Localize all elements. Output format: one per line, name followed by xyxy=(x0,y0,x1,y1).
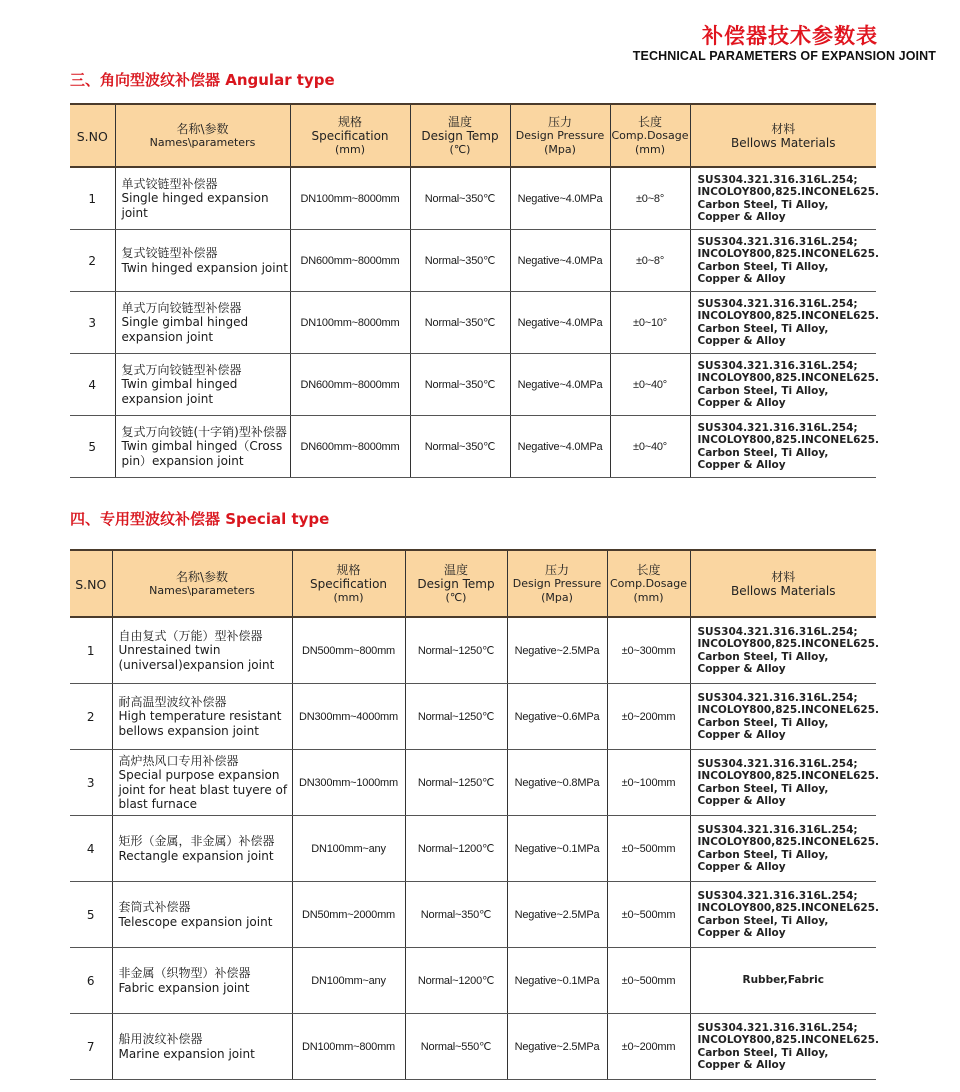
material-line: Copper & Alloy xyxy=(697,272,786,285)
row-name-cn: 自由复式（万能）型补偿器 xyxy=(118,628,263,643)
material-line: INCOLOY800,825.INCONEL625. xyxy=(697,248,879,261)
row-comp-dosage: ±0~40° xyxy=(610,354,690,416)
material-line: SUS304.321.316.316L.254; xyxy=(697,758,858,771)
header-sno-label: S.NO xyxy=(76,129,108,144)
row-specification: DN100mm~800mm xyxy=(292,1014,405,1080)
row-design-temp: Normal~1250℃ xyxy=(405,684,507,750)
angular-table-body xyxy=(70,167,879,478)
row-design-temp: Normal~350℃ xyxy=(410,167,510,230)
row-comp-dosage: ±0~500mm xyxy=(607,948,690,1014)
row-specification: DN600mm~8000mm xyxy=(290,230,410,292)
material-line: SUS304.321.316.316L.254; xyxy=(697,174,858,187)
table-row xyxy=(70,750,876,816)
row-materials xyxy=(690,882,879,948)
row-materials xyxy=(690,617,879,684)
table-row xyxy=(70,816,876,882)
special-type-table xyxy=(70,549,879,1080)
table-row xyxy=(70,167,876,230)
row-sno: 2 xyxy=(70,230,115,292)
row-name xyxy=(112,816,292,882)
header-temp-cn: 温度 xyxy=(443,562,468,577)
section-title-angular: 三、角向型波纹补偿器 Angular type xyxy=(70,71,335,89)
row-name xyxy=(115,416,290,478)
row-design-pressure: Negative~2.5MPa xyxy=(507,882,607,948)
row-design-pressure: Negative~0.6MPa xyxy=(507,684,607,750)
material-line: Copper & Alloy xyxy=(697,396,786,409)
row-name-en: Single hinged expansion joint xyxy=(121,191,269,220)
row-design-pressure: Negative~4.0MPa xyxy=(510,354,610,416)
row-design-temp: Normal~350℃ xyxy=(410,230,510,292)
row-name xyxy=(115,230,290,292)
table-row xyxy=(70,617,876,684)
row-design-temp: Normal~350℃ xyxy=(405,882,507,948)
row-name xyxy=(112,948,292,1014)
row-materials xyxy=(690,1014,879,1080)
row-design-temp: Normal~1200℃ xyxy=(405,948,507,1014)
material-line: Carbon Steel, Ti Alloy, xyxy=(697,322,829,335)
header-spec-unit: (mm) xyxy=(334,142,365,156)
header-comp-cn: 长度 xyxy=(636,562,661,577)
material-line: SUS304.321.316.316L.254; xyxy=(697,824,858,837)
row-name xyxy=(115,354,290,416)
header-press-unit: (Mpa) xyxy=(544,142,576,156)
header-mat-cn: 材料 xyxy=(771,569,796,584)
row-materials xyxy=(690,292,879,354)
row-sno: 2 xyxy=(70,684,112,750)
row-specification: DN100mm~8000mm xyxy=(290,167,410,230)
row-name-cn: 复式万向铰链型补偿器 xyxy=(121,362,242,377)
row-design-temp: Normal~350℃ xyxy=(410,416,510,478)
row-name xyxy=(112,1014,292,1080)
row-sno: 3 xyxy=(70,750,112,816)
material-line: Carbon Steel, Ti Alloy, xyxy=(697,716,829,729)
row-design-temp: Normal~350℃ xyxy=(410,354,510,416)
header-name-cn: 名称\参数 xyxy=(175,569,229,584)
header-sno xyxy=(70,550,112,617)
row-design-temp: Normal~550℃ xyxy=(405,1014,507,1080)
material-line: INCOLOY800,825.INCONEL625. xyxy=(697,310,879,323)
row-name-cn: 高炉热风口专用补偿器 xyxy=(118,753,239,768)
header-press-cn: 压力 xyxy=(547,114,572,129)
row-comp-dosage: ±0~10° xyxy=(610,292,690,354)
row-name xyxy=(115,167,290,230)
angular-type-table xyxy=(70,103,879,478)
row-comp-dosage: ±0~500mm xyxy=(607,882,690,948)
row-specification: DN600mm~8000mm xyxy=(290,354,410,416)
material-line: SUS304.321.316.316L.254; xyxy=(697,692,858,705)
row-name xyxy=(112,684,292,750)
header-temp-en: Design Temp xyxy=(417,576,495,591)
material-line: SUS304.321.316.316L.254; xyxy=(697,236,858,249)
row-name-cn: 复式万向铰链(十字销)型补偿器 xyxy=(121,424,287,439)
table-header-row xyxy=(70,550,876,617)
material-line: Copper & Alloy xyxy=(697,926,786,939)
document-title-en: TECHNICAL PARAMETERS OF EXPANSION JOINT xyxy=(632,49,936,63)
header-comp-unit: (mm) xyxy=(634,142,665,156)
row-name xyxy=(112,750,292,816)
row-specification: DN100mm~8000mm xyxy=(290,292,410,354)
row-sno: 6 xyxy=(70,948,112,1014)
row-materials xyxy=(690,816,879,882)
row-comp-dosage: ±0~100mm xyxy=(607,750,690,816)
header-sno xyxy=(70,104,115,167)
header-temp-en: Design Temp xyxy=(421,128,499,143)
row-sno: 1 xyxy=(70,167,115,230)
table-row xyxy=(70,230,876,292)
material-line: Copper & Alloy xyxy=(697,1058,786,1071)
header-spec-cn: 规格 xyxy=(337,114,362,129)
row-design-pressure: Negative~0.8MPa xyxy=(507,750,607,816)
row-materials xyxy=(690,416,879,478)
row-comp-dosage: ±0~300mm xyxy=(607,617,690,684)
row-name xyxy=(115,292,290,354)
row-comp-dosage: ±0~500mm xyxy=(607,816,690,882)
row-specification: DN100mm~any xyxy=(292,948,405,1014)
header-name-en: Names\parameters xyxy=(149,583,255,597)
header-comp-unit: (mm) xyxy=(633,590,664,604)
row-name-en: Twin gimbal hinged（Cross pin）expansion joint xyxy=(121,439,283,468)
row-design-temp: Normal~1200℃ xyxy=(405,816,507,882)
section-title-special: 四、专用型波纹补偿器 Special type xyxy=(70,510,330,528)
material-line: Carbon Steel, Ti Alloy, xyxy=(697,914,829,927)
row-materials xyxy=(690,354,879,416)
header-spec xyxy=(290,104,410,167)
row-name-en: Marine expansion joint xyxy=(118,1046,255,1061)
header-name-cn: 名称\参数 xyxy=(176,121,229,136)
material-line: INCOLOY800,825.INCONEL625. xyxy=(697,836,879,849)
material-line: SUS304.321.316.316L.254; xyxy=(697,298,858,311)
header-spec-cn: 规格 xyxy=(336,562,361,577)
row-design-pressure: Negative~2.5MPa xyxy=(507,617,607,684)
header-materials xyxy=(690,104,876,167)
row-design-pressure: Negative~4.0MPa xyxy=(510,292,610,354)
row-name-cn: 套筒式补偿器 xyxy=(118,900,191,914)
row-specification: DN100mm~any xyxy=(292,816,405,882)
row-sno: 7 xyxy=(70,1014,112,1080)
header-name xyxy=(115,104,290,167)
header-pressure xyxy=(507,550,607,617)
table-row xyxy=(70,354,876,416)
row-design-pressure: Negative~4.0MPa xyxy=(510,167,610,230)
row-comp-dosage: ±0~200mm xyxy=(607,1014,690,1080)
row-materials xyxy=(690,948,876,1014)
header-temp xyxy=(405,550,507,617)
row-comp-dosage: ±0~200mm xyxy=(607,684,690,750)
header-mat-en: Bellows Materials xyxy=(730,583,836,598)
material-line: SUS304.321.316.316L.254; xyxy=(697,890,858,903)
header-temp-cn: 温度 xyxy=(447,114,472,129)
table-row xyxy=(70,292,876,354)
header-pressure xyxy=(510,104,610,167)
row-specification: DN300mm~1000mm xyxy=(292,750,405,816)
row-name-cn: 单式万向铰链型补偿器 xyxy=(121,300,242,315)
header-spec-unit: (mm) xyxy=(333,590,364,604)
row-name-en: Rectangle expansion joint xyxy=(118,848,274,863)
material-line: Carbon Steel, Ti Alloy, xyxy=(697,848,829,861)
row-specification: DN300mm~4000mm xyxy=(292,684,405,750)
table-header-row xyxy=(70,104,876,167)
row-name-cn: 矩形（金属，非金属）补偿器 xyxy=(118,834,275,848)
row-design-temp: Normal~1250℃ xyxy=(405,750,507,816)
row-name-en: Telescope expansion joint xyxy=(118,914,273,929)
row-design-temp: Normal~350℃ xyxy=(410,292,510,354)
row-sno: 4 xyxy=(70,816,112,882)
table-row xyxy=(70,684,876,750)
material-line: INCOLOY800,825.INCONEL625. xyxy=(697,372,879,385)
header-comp xyxy=(610,104,690,167)
material-line: Carbon Steel, Ti Alloy, xyxy=(697,446,829,459)
header-comp-cn: 长度 xyxy=(637,114,662,129)
header-materials xyxy=(690,550,876,617)
row-name-cn: 船用波纹补偿器 xyxy=(118,1032,203,1046)
row-design-pressure: Negative~4.0MPa xyxy=(510,416,610,478)
header-spec-en: Specification xyxy=(311,128,389,143)
material-line: Carbon Steel, Ti Alloy, xyxy=(697,650,829,663)
material-line: Carbon Steel, Ti Alloy, xyxy=(697,782,829,795)
material-line: Carbon Steel, Ti Alloy, xyxy=(697,198,829,211)
row-design-pressure: Negative~2.5MPa xyxy=(507,1014,607,1080)
header-name xyxy=(112,550,292,617)
row-materials xyxy=(690,167,879,230)
header-mat-cn: 材料 xyxy=(771,121,796,136)
header-temp-unit: (℃) xyxy=(449,142,471,156)
table-row xyxy=(70,948,876,1014)
material-line: Copper & Alloy xyxy=(697,458,786,471)
document-title-cn: 补偿器技术参数表 xyxy=(702,24,878,48)
table-row xyxy=(70,416,876,478)
row-comp-dosage: ±0~8° xyxy=(610,167,690,230)
material-line: INCOLOY800,825.INCONEL625. xyxy=(697,902,879,915)
row-comp-dosage: ±0~8° xyxy=(610,230,690,292)
row-name-en: Single gimbal hinged expansion joint xyxy=(121,315,249,344)
row-sno: 5 xyxy=(70,882,112,948)
material-line: INCOLOY800,825.INCONEL625. xyxy=(697,704,879,717)
row-specification: DN600mm~8000mm xyxy=(290,416,410,478)
header-comp-en: Comp.Dosage xyxy=(609,576,688,590)
material-line: Copper & Alloy xyxy=(697,794,786,807)
header-name-en: Names\parameters xyxy=(149,135,256,149)
row-name-en: Special purpose expansion joint for heat blast tuyere of blast furnace xyxy=(118,768,288,811)
header-mat-en: Bellows Materials xyxy=(730,135,836,150)
header-spec xyxy=(292,550,405,617)
material-line: INCOLOY800,825.INCONEL625. xyxy=(697,638,879,651)
header-comp xyxy=(607,550,690,617)
material-line: Copper & Alloy xyxy=(697,210,786,223)
material-line: Copper & Alloy xyxy=(697,860,786,873)
material-line: Copper & Alloy xyxy=(697,334,786,347)
material-line: Copper & Alloy xyxy=(697,662,786,675)
row-name-cn: 单式铰链型补偿器 xyxy=(121,176,218,191)
row-specification: DN500mm~800mm xyxy=(292,617,405,684)
material-line: INCOLOY800,825.INCONEL625. xyxy=(697,186,879,199)
row-materials xyxy=(690,684,879,750)
material-line: Copper & Alloy xyxy=(697,728,786,741)
material-line: SUS304.321.316.316L.254; xyxy=(697,626,858,639)
row-name-en: Twin hinged expansion joint xyxy=(121,260,288,275)
row-name-cn: 非金属（织物型）补偿器 xyxy=(118,966,251,980)
header-press-en: Design Pressure xyxy=(515,128,605,142)
row-design-pressure: Negative~4.0MPa xyxy=(510,230,610,292)
header-press-cn: 压力 xyxy=(544,562,569,577)
material-line: INCOLOY800,825.INCONEL625. xyxy=(697,434,879,447)
row-sno: 1 xyxy=(70,617,112,684)
row-design-temp: Normal~1250℃ xyxy=(405,617,507,684)
header-press-unit: (Mpa) xyxy=(541,590,573,604)
table-row xyxy=(70,1014,876,1080)
material-line: Carbon Steel, Ti Alloy, xyxy=(697,1046,829,1059)
row-name-en: Twin gimbal hinged expansion joint xyxy=(121,377,238,406)
row-name-cn: 耐高温型波纹补偿器 xyxy=(118,694,227,709)
row-name-en: High temperature resistant bellows expansion joint xyxy=(118,709,282,738)
material-line: SUS304.321.316.316L.254; xyxy=(697,1022,858,1035)
row-design-pressure: Negative~0.1MPa xyxy=(507,948,607,1014)
header-temp xyxy=(410,104,510,167)
material-line: SUS304.321.316.316L.254; xyxy=(697,422,858,435)
material-line: Carbon Steel, Ti Alloy, xyxy=(697,384,829,397)
row-materials xyxy=(690,230,879,292)
header-sno-label: S.NO xyxy=(75,577,107,592)
header-comp-en: Comp.Dosage xyxy=(611,128,689,142)
row-sno: 4 xyxy=(70,354,115,416)
row-sno: 3 xyxy=(70,292,115,354)
material-line: SUS304.321.316.316L.254; xyxy=(697,360,858,373)
table-row xyxy=(70,882,876,948)
row-name xyxy=(112,617,292,684)
row-specification: DN50mm~2000mm xyxy=(292,882,405,948)
material-line: Carbon Steel, Ti Alloy, xyxy=(697,260,829,273)
row-name-en: Unrestained twin (universal)expansion joint xyxy=(118,643,275,672)
row-name-cn: 复式铰链型补偿器 xyxy=(121,246,218,260)
header-press-en: Design Pressure xyxy=(512,576,602,590)
header-temp-unit: (℃) xyxy=(445,590,467,604)
material-line: INCOLOY800,825.INCONEL625. xyxy=(697,770,879,783)
row-name xyxy=(112,882,292,948)
material-line: Rubber,Fabric xyxy=(742,974,824,987)
header-spec-en: Specification xyxy=(309,576,388,591)
row-sno: 5 xyxy=(70,416,115,478)
material-line: INCOLOY800,825.INCONEL625. xyxy=(697,1034,879,1047)
row-design-pressure: Negative~0.1MPa xyxy=(507,816,607,882)
special-table-body xyxy=(70,617,879,1080)
row-materials xyxy=(690,750,879,816)
row-name-en: Fabric expansion joint xyxy=(118,980,250,995)
row-comp-dosage: ±0~40° xyxy=(610,416,690,478)
